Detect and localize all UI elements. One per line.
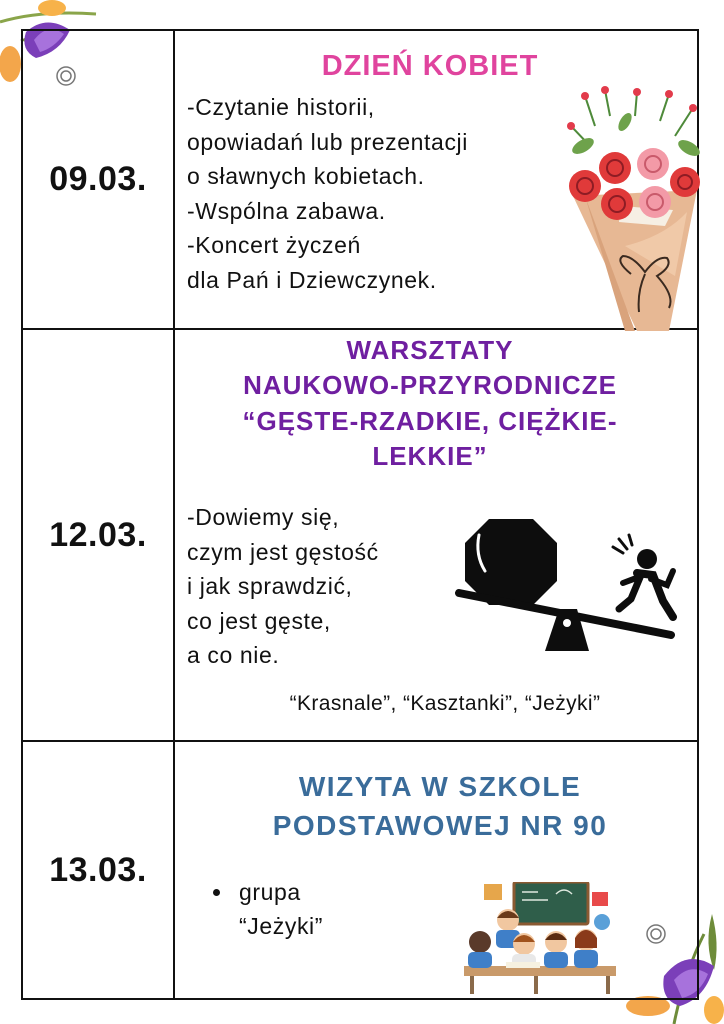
event-title bbox=[195, 333, 665, 474]
bullet-dot-icon bbox=[213, 889, 220, 896]
event-description bbox=[187, 500, 447, 673]
title-line: NAUKOWO-PRZYRODNICZE bbox=[243, 370, 617, 401]
event-content bbox=[175, 330, 697, 740]
title-line: WARSZTATY bbox=[346, 335, 514, 365]
schedule-row bbox=[23, 31, 697, 330]
flower-bouquet-icon bbox=[565, 86, 705, 331]
seesaw-heavy-light-icon bbox=[455, 505, 680, 670]
event-title bbox=[215, 767, 665, 845]
description-line: -Koncert życzeń bbox=[187, 232, 361, 258]
description-line: opowiadań lub prezentacji bbox=[187, 128, 468, 155]
title-line: LEKKIE” bbox=[372, 441, 488, 472]
date-label: 13.03. bbox=[49, 851, 147, 889]
bullet-label: grupa bbox=[239, 879, 301, 905]
event-content bbox=[175, 31, 697, 328]
schedule-table bbox=[21, 29, 699, 1000]
date-label: 09.03. bbox=[49, 160, 147, 198]
date-label: 12.03. bbox=[49, 515, 147, 554]
title-line: PODSTAWOWEJ NR 90 bbox=[272, 810, 608, 842]
date-cell bbox=[23, 330, 175, 740]
description-line: co jest gęste, bbox=[187, 607, 331, 634]
description-line: o sławnych kobietach. bbox=[187, 163, 425, 189]
schedule-row bbox=[23, 330, 697, 742]
groups-list: “Krasnale”, “Kasztanki”, “Jeżyki” bbox=[289, 692, 601, 715]
classroom-children-icon bbox=[460, 882, 620, 994]
date-cell bbox=[23, 742, 175, 999]
schedule-row bbox=[23, 742, 697, 999]
event-description bbox=[187, 90, 557, 297]
description-line: i jak sprawdzić, bbox=[187, 573, 353, 599]
event-content bbox=[175, 742, 697, 999]
title-line: “GĘSTE-RZADKIE, CIĘŻKIE- bbox=[242, 405, 618, 436]
description-line: czym jest gęstość bbox=[187, 538, 379, 565]
description-line: dla Pań i Dziewczynek. bbox=[187, 266, 437, 293]
date-cell bbox=[23, 31, 175, 328]
event-title: DZIEŃ KOBIET bbox=[321, 50, 539, 82]
description-line: -Dowiemy się, bbox=[187, 504, 340, 530]
description-line: -Czytanie historii, bbox=[187, 94, 375, 120]
description-line: -Wspólna zabawa. bbox=[187, 197, 386, 224]
description-line: a co nie. bbox=[187, 642, 280, 668]
title-line: WIZYTA W SZKOLE bbox=[298, 771, 582, 802]
bullet-group: “Jeżyki” bbox=[239, 913, 324, 939]
